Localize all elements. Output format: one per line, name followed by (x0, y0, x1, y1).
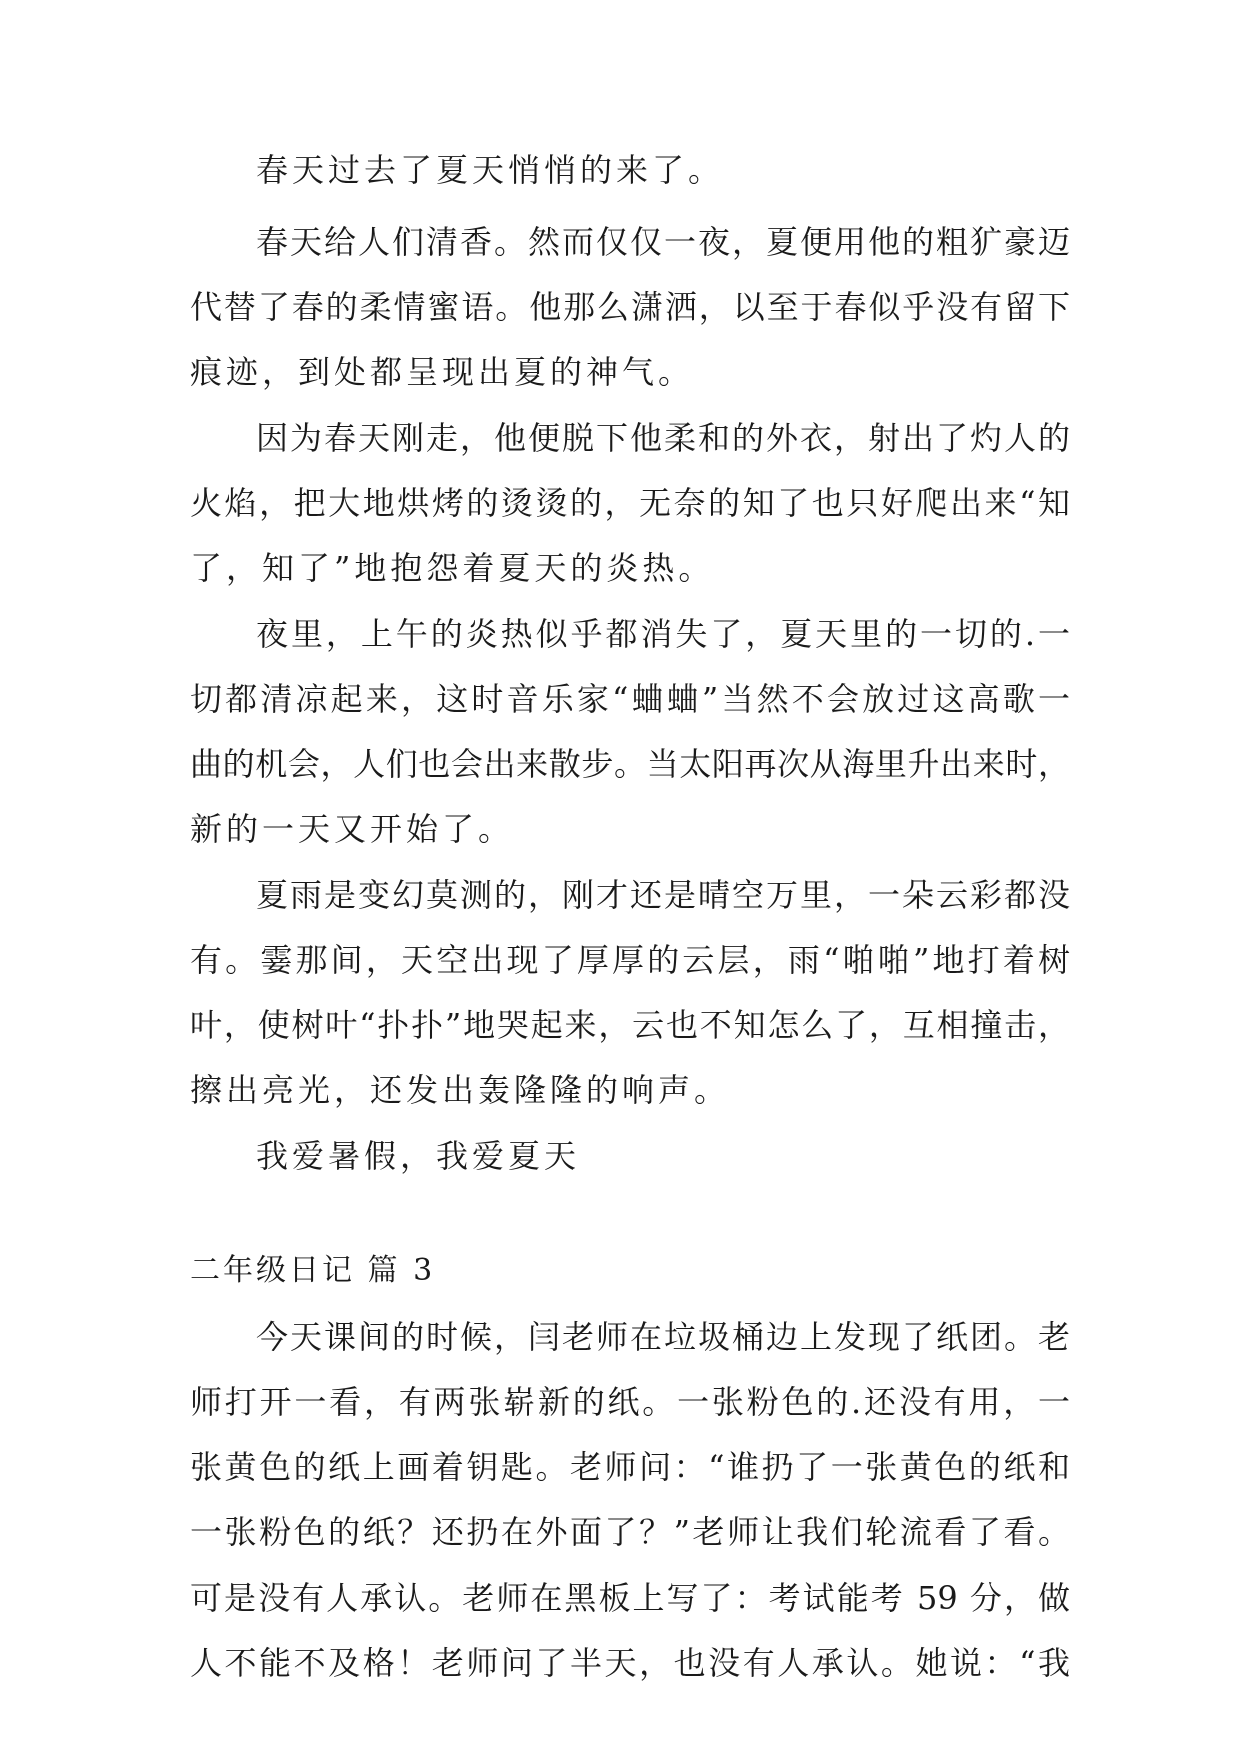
paragraph-line: 夜里，上午的炎热似乎都消失了，夏天里的一切的.一 (256, 615, 1070, 653)
paragraph-line: 新的一天又开始了。 (190, 810, 515, 848)
paragraph-line: 师打开一看，有两张崭新的纸。一张粉色的.还没有用，一 (190, 1383, 1070, 1421)
paragraph-line: 曲的机会，人们也会出来散步。当太阳再次从海里升出来时， (190, 745, 1070, 783)
paragraph-line: 因为春天刚走，他便脱下他柔和的外衣，射出了灼人的 (256, 419, 1070, 457)
paragraph-line: 代替了春的柔情蜜语。他那么潇洒，以至于春似乎没有留下 (190, 288, 1070, 326)
paragraph-line: 我爱暑假，我爱夏天 (256, 1137, 581, 1175)
paragraph-line: 张黄色的纸上画着钥匙。老师问：“谁扔了一张黄色的纸和 (190, 1448, 1070, 1486)
paragraph-line: 有。霎那间，天空出现了厚厚的云层，雨“啪啪”地打着树 (190, 941, 1070, 979)
paragraph-line: 叶，使树叶“扑扑”地哭起来，云也不知怎么了，互相撞击， (190, 1006, 1070, 1044)
paragraph-line: 一张粉色的纸？还扔在外面了？”老师让我们轮流看了看。 (190, 1513, 1070, 1551)
paragraph-line: 春天给人们清香。然而仅仅一夜，夏便用他的粗犷豪迈 (256, 223, 1070, 261)
paragraph-line: 夏雨是变幻莫测的，刚才还是晴空万里，一朵云彩都没 (256, 876, 1070, 914)
paragraph-line: 人不能不及格！老师问了半天，也没有人承认。她说：“我 (190, 1644, 1070, 1682)
paragraph-line: 切都清凉起来，这时音乐家“蛐蛐”当然不会放过这高歌一 (190, 680, 1070, 718)
paragraph-line: 擦出亮光，还发出轰隆隆的响声。 (190, 1071, 731, 1109)
paragraph-line: 火焰，把大地烘烤的烫烫的，无奈的知了也只好爬出来“知 (190, 484, 1070, 522)
paragraph-line: 春天过去了夏天悄悄的来了。 (256, 151, 725, 189)
section-heading: 二年级日记 篇 3 (190, 1253, 436, 1288)
paragraph-line: 了，知了”地抱怨着夏天的炎热。 (190, 549, 715, 587)
paragraph-line: 痕迹，到处都呈现出夏的神气。 (190, 353, 695, 391)
paragraph-line: 可是没有人承认。老师在黑板上写了：考试能考 59 分，做 (190, 1579, 1070, 1617)
paragraph-line: 今天课间的时候，闫老师在垃圾桶边上发现了纸团。老 (256, 1318, 1070, 1356)
